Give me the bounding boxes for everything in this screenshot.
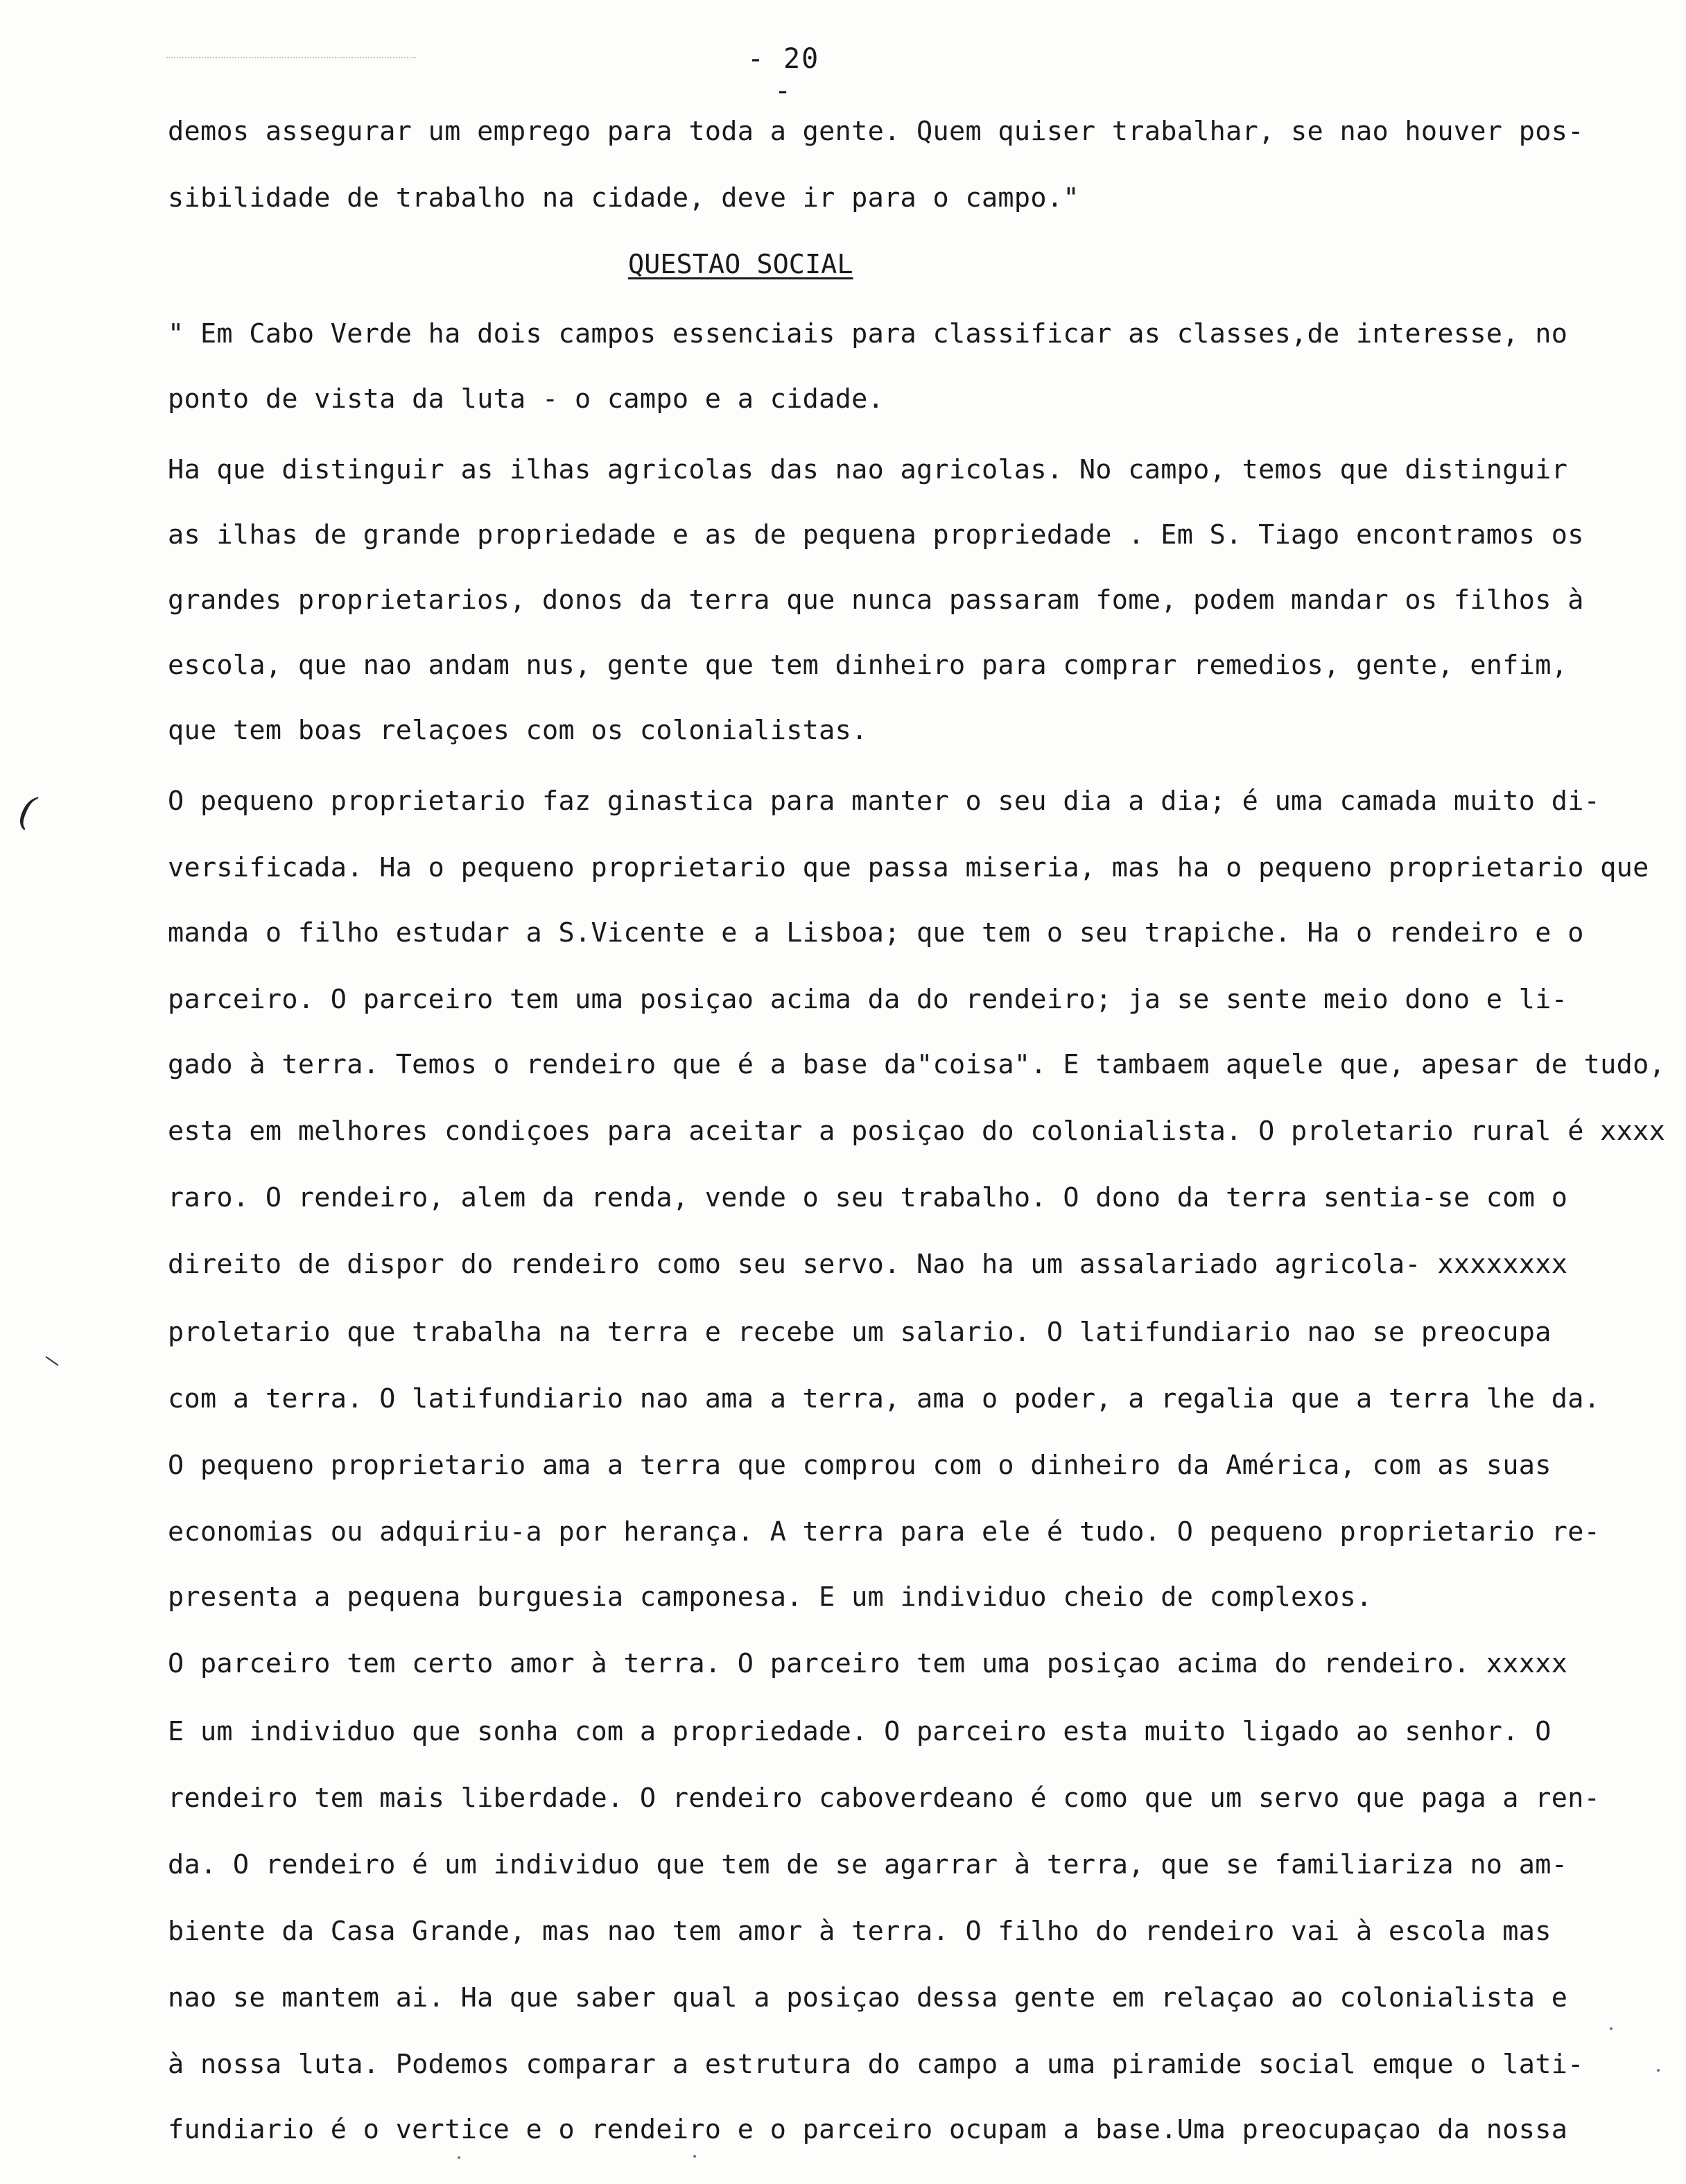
text-line: versificada. Ha o pequeno proprietario que passa miseria, mas ha o pequeno proprietario que: [168, 852, 1649, 883]
text-line: que tem boas relaçoes com os colonialistas.: [168, 715, 868, 746]
text-line: O parceiro tem certo amor à terra. O parceiro tem uma posiçao acima do rendeiro. xxxxx: [168, 1648, 1568, 1679]
text-line: biente da Casa Grande, mas nao tem amor à terra. O filho do rendeiro vai à escola mas: [168, 1916, 1552, 1947]
text-line: esta em melhores condiçoes para aceitar a posiçao do colonialista. O proletario rural é xxxx: [168, 1116, 1666, 1147]
text-line: presenta a pequena burguesia camponesa. E um individuo cheio de complexos.: [168, 1581, 1373, 1613]
text-line: manda o filho estudar a S.Vicente e a Lisboa; que tem o seu trapiche. Ha o rendeiro e o: [168, 917, 1584, 948]
text-line: demos assegurar um emprego para toda a gente. Quem quiser trabalhar, se nao houver pos-: [168, 116, 1584, 147]
text-line: sibilidade de trabalho na cidade, deve ir para o campo.": [168, 182, 1079, 214]
header-smudge: [166, 57, 416, 64]
text-line: ponto de vista da luta - o campo e a cidade.: [168, 383, 885, 415]
text-line: nao se mantem ai. Ha que saber qual a posiçao dessa gente em relaçao ao colonialista e: [168, 1982, 1568, 2013]
scan-speck: [1657, 2069, 1660, 2072]
text-line: fundiario é o vertice e o rendeiro e o parceiro ocupam a base.Uma preocupaçao da nossa: [168, 2114, 1568, 2145]
text-line: raro. O rendeiro, alem da renda, vende o seu trabalho. O dono da terra sentia-se com o: [168, 1182, 1568, 1213]
page-number: - 20 -: [747, 43, 820, 107]
text-line: gado à terra. Temos o rendeiro que é a base da"coisa". E tambaem aquele que, apesar de tudo,: [168, 1049, 1666, 1080]
text-line: com a terra. O latifundiario nao ama a terra, ama o poder, a regalia que a terra lhe da.: [168, 1383, 1601, 1414]
text-line: O pequeno proprietario ama a terra que comprou com o dinheiro da América, com as suas: [168, 1450, 1552, 1481]
margin-pen-tick: [45, 1356, 58, 1366]
section-heading: QUESTAO SOCIAL: [628, 249, 853, 280]
scan-speck: [458, 2156, 460, 2159]
text-line: direito de dispor do rendeiro como seu servo. Nao ha um assalariado agricola- xxxxxxxx: [168, 1249, 1568, 1280]
text-line: Ha que distinguir as ilhas agricolas das nao agricolas. No campo, temos que distinguir: [168, 454, 1568, 485]
text-line: " Em Cabo Verde ha dois campos essenciais para classificar as classes,de interesse, no: [168, 318, 1568, 349]
scan-speck: [693, 2155, 696, 2158]
text-line: O pequeno proprietario faz ginastica para manter o seu dia a dia; é uma camada muito di-: [168, 786, 1601, 817]
margin-parenthesis-mark: (: [15, 788, 40, 835]
text-line: as ilhas de grande propriedade e as de pequena propriedade . Em S. Tiago encontramos os: [168, 519, 1584, 551]
text-line: E um individuo que sonha com a propriedade. O parceiro esta muito ligado ao senhor. O: [168, 1716, 1552, 1747]
text-line: escola, que nao andam nus, gente que tem dinheiro para comprar remedios, gente, enfim,: [168, 650, 1568, 681]
text-line: à nossa luta. Podemos comparar a estrutura do campo a uma piramide social emque o lati-: [168, 2049, 1584, 2080]
text-line: rendeiro tem mais liberdade. O rendeiro caboverdeano é como que um servo que paga a ren-: [168, 1783, 1601, 1814]
text-line: grandes proprietarios, donos da terra que nunca passaram fome, podem mandar os filhos à: [168, 584, 1584, 616]
text-line: da. O rendeiro é um individuo que tem de se agarrar à terra, que se familiariza no am-: [168, 1849, 1568, 1880]
text-line: economias ou adquiriu-a por herança. A terra para ele é tudo. O pequeno proprietario re-: [168, 1516, 1601, 1548]
scan-speck: [1610, 2027, 1613, 2030]
text-line: parceiro. O parceiro tem uma posiçao acima da do rendeiro; ja se sente meio dono e li-: [168, 984, 1568, 1015]
text-line: proletario que trabalha na terra e recebe um salario. O latifundiario nao se preocupa: [168, 1317, 1552, 1348]
